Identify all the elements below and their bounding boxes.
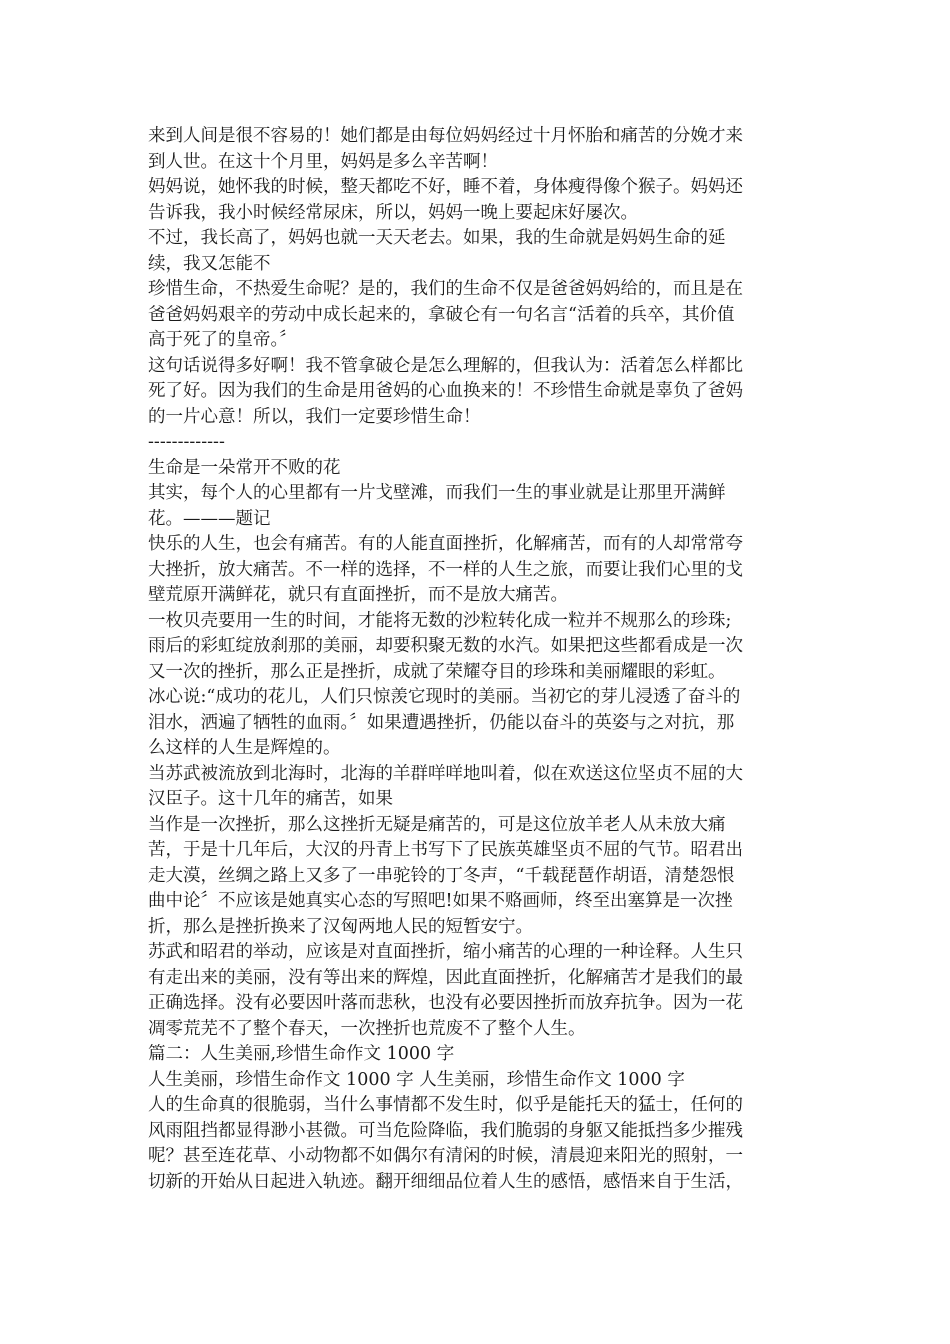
section-divider: ------------- [148, 432, 225, 452]
text-line: 当苏武被流放到北海时，北海的羊群咩咩地叫着，似在欢送这位坚贞不屈的大 [148, 763, 743, 784]
text-line: 风雨阻挡都显得渺小甚微。可当危险降临，我们脆弱的身躯又能抵挡多少摧残 [148, 1120, 743, 1141]
text-line: 续，我又怎能不 [148, 253, 271, 274]
text-line: 有走出来的美丽，没有等出来的辉煌，因此直面挫折，化解痛苦才是我们的最 [148, 967, 743, 988]
text-line: 人生美丽，珍惜生命作文 1000 字 人生美丽，珍惜生命作文 1000 字 [148, 1069, 685, 1090]
text-line: 其实，每个人的心里都有一片戈壁滩，而我们一生的事业就是让那里开满鲜 [148, 483, 726, 503]
text-line: 走大漠，丝绸之路上又多了一串驼铃的丁冬声，“千载琵琶作胡语，清楚怨恨 [148, 865, 735, 886]
text-line: 苦，于是十几年后，大汉的丹青上书写下了民族英雄坚贞不屈的气节。昭君出 [148, 840, 743, 860]
text-line: 又一次的挫折，那么正是挫折，成就了荣耀夺目的珍珠和美丽耀眼的彩虹。 [148, 661, 726, 682]
text-line: 切新的开始从日起进入轨迹。翻开细细品位着人生的感悟，感悟来自于生活， [148, 1171, 743, 1192]
text-line: 一枚贝壳要用一生的时间，才能将无数的沙粒转化成一粒并不规那么的珍珠; [148, 610, 732, 631]
section-heading: 篇二：人生美丽,珍惜生命作文 1000 字 [148, 1044, 455, 1064]
text-line: 到人世。在这十个月里，妈妈是多么辛苦啊！ [148, 151, 498, 172]
text-line: 告诉我，我小时候经常尿床，所以，妈妈一晚上要起床好屡次。 [148, 202, 638, 223]
text-line: 壁荒原开满鲜花，就只有直面挫折，而不是放大痛苦。 [148, 585, 568, 605]
text-line: 这句话说得多好啊！我不管拿破仑是怎么理解的，但我认为：活着怎么样都比 [148, 355, 743, 376]
text-line: 人的生命真的很脆弱，当什么事情都不发生时，似乎是能托天的猛士，任何的 [148, 1095, 743, 1115]
text-line: 冰心说:“成功的花儿，人们只惊羡它现时的美丽。当初它的芽儿浸透了奋斗的 [148, 687, 741, 707]
section-title: 生命是一朵常开不败的花 [148, 457, 341, 478]
text-line: 爸爸妈妈艰辛的劳动中成长起来的，拿破仑有一句名言“活着的兵卒，其价值 [148, 304, 735, 325]
text-line: 呢？甚至连花草、小动物都不如偶尔有清闲的时候，清晨迎来阳光的照射，一 [148, 1146, 743, 1166]
text-line: 的一片心意！所以，我们一定要珍惜生命！ [148, 406, 481, 427]
text-line: 凋零荒芜不了整个春天，一次挫折也荒废不了整个人生。 [148, 1018, 586, 1039]
text-line: 苏武和昭君的举动，应该是对直面挫折，缩小痛苦的心理的一种诠释。人生只 [148, 942, 743, 962]
text-line: 正确选择。没有必要因叶落而悲秋，也没有必要因挫折而放弃抗争。因为一花 [148, 993, 743, 1013]
text-line: 雨后的彩虹绽放刹那的美丽，却要积聚无数的水汽。如果把这些都看成是一次 [148, 636, 743, 656]
text-line: 不过，我长高了，妈妈也就一天天老去。如果，我的生命就是妈妈生命的延 [148, 228, 726, 248]
text-line: 高于死了的皇帝。〞 [148, 330, 297, 350]
text-line: 花。———题记 [148, 508, 271, 529]
text-line: 曲中论〞不应该是她真实心态的写照吧!如果不赂画师，终至出塞算是一次挫 [148, 891, 733, 911]
text-line: 么这样的人生是辉煌的。 [148, 738, 341, 758]
text-line: 当作是一次挫折，那么这挫折无疑是痛苦的，可是这位放羊老人从未放大痛 [148, 814, 726, 835]
text-line: 妈妈说，她怀我的时候，整天都吃不好，睡不着，身体瘦得像个猴子。妈妈还 [148, 177, 743, 197]
text-line: 汉臣子。这十几年的痛苦，如果 [148, 789, 393, 809]
text-line: 快乐的人生，也会有痛苦。有的人能直面挫折，化解痛苦，而有的人却常常夸 [148, 534, 743, 554]
text-line: 大挫折，放大痛苦。不一样的选择，不一样的人生之旅，而要让我们心里的戈 [148, 559, 743, 580]
text-line: 折，那么是挫折换来了汉匈两地人民的短暂安宁。 [148, 916, 533, 937]
text-line: 珍惜生命，不热爱生命呢？是的，我们的生命不仅是爸爸妈妈给的，而且是在 [148, 279, 743, 299]
document-body [148, 124, 803, 1195]
text-line: 死了好。因为我们的生命是用爸妈的心血换来的！不珍惜生命就是辜负了爸妈 [148, 381, 743, 401]
text-line: 来到人间是很不容易的！她们都是由每位妈妈经过十月怀胎和痛苦的分娩才来 [148, 126, 743, 146]
text-line: 泪水，洒遍了牺牲的血雨。〞如果遭遇挫折，仍能以奋斗的英姿与之对抗，那 [148, 712, 735, 733]
